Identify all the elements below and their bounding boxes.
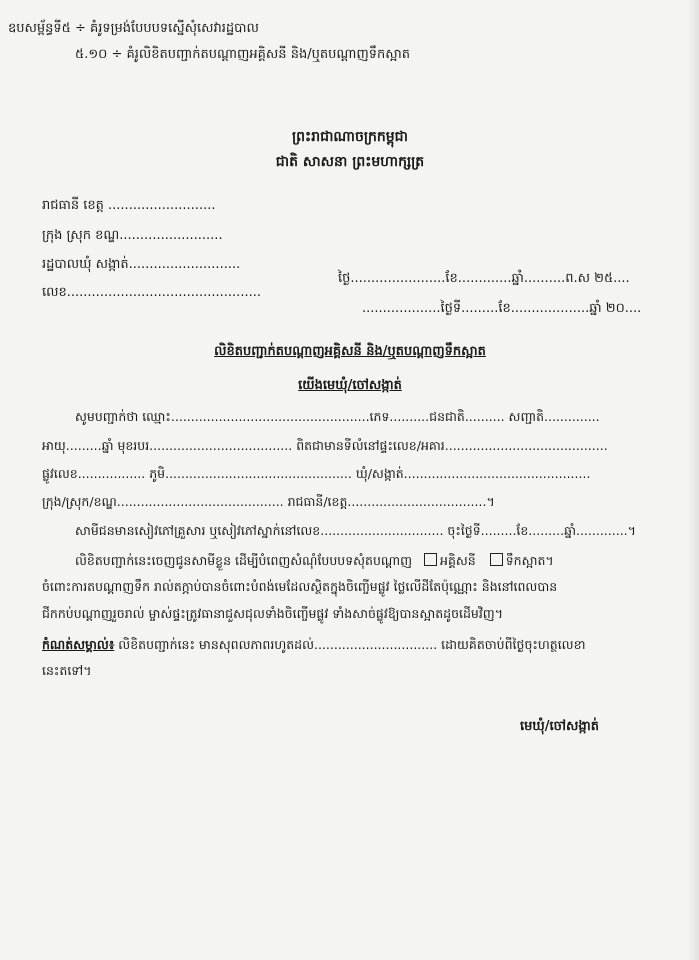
solar-date: ...................ថ្ងៃទី.........ខែ...................ឆ្នាំ ២០.... — [362, 301, 642, 316]
note-label: កំណត់សម្គាល់៖ — [42, 637, 115, 652]
signature-title: មេឃុំ/ចៅសង្កាត់ — [520, 719, 600, 734]
kingdom-motto-line2: ជាតិ សាសនា ព្រះមហាក្សត្រ — [275, 154, 425, 170]
electricity-checkbox[interactable] — [424, 553, 437, 566]
body-line-name: សូមបញ្ជាក់ថា ឈ្មោះ..................................................ភេទ..........ជនជាតិ.......... សញ្ជាតិ.............. — [75, 409, 600, 424]
document-number: លេខ............................................... — [42, 285, 261, 300]
electricity-label: អគ្គិសនី — [440, 553, 476, 568]
body-line-age: អាយុ.........ឆ្នាំ មុខរបរ.................................... ពិតជាមានទីលំនៅផ្ទះលេខ/អគារ......................................... — [42, 438, 608, 453]
issuing-authority: យើងមេឃុំ/ចៅសង្កាត់ — [298, 378, 402, 393]
body-line-street: ផ្លូវលេខ................. ភូមិ............................................... ឃុំ/សង្កាត់............................................... — [42, 466, 591, 481]
form-subheading: ៥.១០ ÷ គំរូលិខិតបញ្ជាក់តបណ្តាញអគ្គិសនី និង/ឬតបណ្តាញទឹកស្អាត — [75, 47, 410, 62]
body-line-water-conditions: ចំពោះការតបណ្តាញទឹក រាល់តក្ភាប់បានចំពោះបំពង់មេដែលស្ថិតក្នុងចិញ្ចើមផ្លូវ ថ្លៃលើដីតែប៉ុណ្ណោះ និងនៅពេលបាន — [42, 579, 558, 594]
address-city: ក្រុង ស្រុក ខណ្ឌ......................... — [42, 228, 223, 243]
water-label: ទឹកស្អាត។ — [505, 553, 554, 568]
body-line-family-book: សាមីជនមានសៀវភៅគ្រួសារ ឬសៀវភៅស្នាក់នៅលេខ............................... ចុះថ្ងៃទី.........ខែ.........ឆ្នាំ.............។ — [75, 523, 636, 538]
document-title: លិខិតបញ្ជាក់តបណ្តាញអគ្គិសនី និង/ឬតបណ្តាញទឹកស្អាត — [214, 344, 486, 359]
validity-note — [42, 636, 585, 654]
annex-heading: ឧបសម្ព័ន្ធទី៥ ÷ គំរូទម្រង់បែបបទស្នើសុំសេវារដ្ឋបាល — [8, 21, 259, 36]
water-checkbox[interactable] — [490, 553, 503, 566]
body-line-purpose — [75, 552, 554, 570]
body-line-district: ក្រុង/ស្រុក/ខណ្ឌ.......................................... រាជធានី/ខេត្ត...................................។ — [42, 494, 495, 509]
note-text: លិខិតបញ្ជាក់នេះ មានសុពលភាពរហូតដល់............................... ដោយគិតចាប់ពីថ្ងៃចុះហត្ថលេខា — [114, 637, 586, 652]
body-line-restoration: ជីកកប់បណ្តាញរួចរាល់ ម្ចាស់ផ្ទះត្រូវធានាជួសជុលទាំងចិញ្ចើមផ្លូវ ទាំងសាច់ផ្លូវឱ្យបានស្អាតដូចដើមវិញ។ — [42, 606, 503, 621]
page-edge-shadow — [687, 0, 699, 960]
validity-note-end: នេះតទៅ។ — [42, 663, 92, 678]
kingdom-motto-line1: ព្រះរាជាណាចក្រកម្ពុជា — [291, 129, 408, 145]
address-capital: រាជធានី ខេត្ត .......................... — [42, 198, 216, 213]
address-commune: រដ្ឋបាលឃុំ សង្កាត់........................... — [42, 257, 241, 272]
purpose-text: លិខិតបញ្ជាក់នេះចេញជូនសាមីខ្លួន ដើម្បីបំពេញសំណុំបែបបទសុំតបណ្តាញ — [75, 553, 413, 568]
lunar-date: ថ្ងៃ.......................ខែ.............ឆ្នាំ..........ព.ស ២៥.... — [338, 271, 630, 286]
